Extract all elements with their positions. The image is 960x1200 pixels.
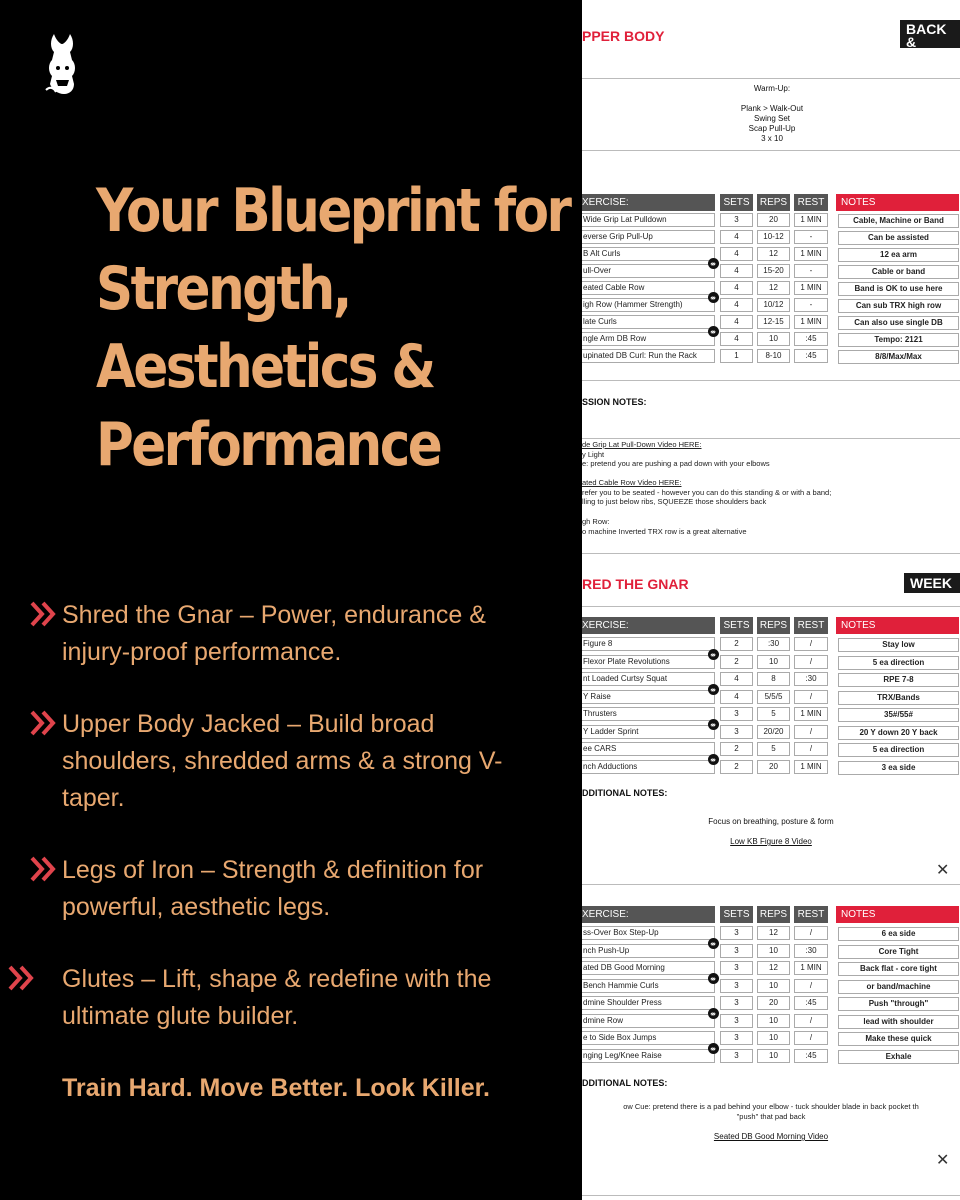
reps-value: :30 [757,637,790,651]
rest-value: :30 [794,944,828,958]
col-header-rest: REST [794,194,828,211]
rest-value: / [794,742,828,756]
reps-value: 10 [757,979,790,993]
headline-line: Aesthetics & [96,332,434,402]
note-value: Core Tight [838,945,959,959]
exercise-name: late Curls [582,315,715,329]
sets-value: 4 [720,672,753,686]
col-header-reps: REPS [757,617,790,634]
col-header-sets: SETS [720,194,753,211]
rest-value: / [794,1031,828,1045]
video-link[interactable]: Seated DB Good Morning Video [713,1132,829,1141]
warmup-item: Scap Pull-Up [748,124,796,133]
tagline: Train Hard. Move Better. Look Killer. [62,1074,490,1102]
rest-value: 1 MIN [794,961,828,975]
sets-value: 1 [720,349,753,363]
reps-value: 12 [757,281,790,295]
bullet-text: Legs of Iron – Strength & definition for powerful, aesthetic legs. [62,856,484,921]
sets-value: 3 [720,725,753,739]
sets-value: 4 [720,315,753,329]
session-note-2 [582,478,952,507]
exercise-name: Figure 8 [582,637,715,651]
col-header-exercise: XERCISE: [582,194,715,211]
reps-value: 10 [757,332,790,346]
reps-value: 10-12 [757,230,790,244]
note-value: Stay low [838,638,959,652]
bullet-text: Glutes – Lift, shape & redefine with the ultimate glute builder. [62,965,492,1030]
sets-value: 3 [720,979,753,993]
exercise-name: Wide Grip Lat Pulldown [582,213,715,227]
note-value: 35#/55# [838,708,959,722]
brand-logo [40,30,86,100]
superset-link-icon [708,326,719,337]
reps-value: 12 [757,247,790,261]
additional-line: "push" that pad back [736,1111,806,1121]
exercise-name: e to Side Box Jumps [582,1031,715,1045]
rest-value: :45 [794,349,828,363]
superset-link-icon [708,1008,719,1019]
divider [582,1195,960,1196]
sets-value: 4 [720,230,753,244]
note-value: 6 ea side [838,927,959,941]
note-value: TRX/Bands [838,691,959,705]
sets-value: 3 [720,707,753,721]
reps-value: 12 [757,926,790,940]
rest-value: 1 MIN [794,247,828,261]
bullet-text: Upper Body Jacked – Build broad shoulders, shredded arms & a strong V-taper. [62,710,503,812]
sets-value: 4 [720,247,753,261]
sets-value: 4 [720,690,753,704]
warmup-item: 3 x 10 [761,134,783,143]
section-title-shred-the-gnar: RED THE GNAR [582,576,689,592]
rest-value: 1 MIN [794,760,828,774]
workout-sheet-preview [582,0,960,1200]
reps-value: 8-10 [757,349,790,363]
rest-value: - [794,264,828,278]
rest-value: - [794,230,828,244]
reps-value: 5 [757,742,790,756]
note-value: Back flat - core tight [838,962,959,976]
sets-value: 3 [720,944,753,958]
additional-line: ow Cue: pretend there is a pad behind your elbow - tuck shoulder blade in back pocket th [623,1102,919,1111]
exercise-name: eated Cable Row [582,281,715,295]
note-value: Cable, Machine or Band [838,214,959,228]
session-note-link[interactable]: ated Cable Row Video HERE: [582,478,682,487]
chevron-double-icon [30,856,58,882]
col-header-notes: NOTES [836,906,959,923]
rest-value: / [794,637,828,651]
divider [582,380,960,381]
tag-line: BI'S [906,47,933,63]
rest-value: 1 MIN [794,707,828,721]
bullet-text: Shred the Gnar – Power, endurance & injury-proof performance. [62,601,486,666]
sets-value: 3 [720,926,753,940]
headline-line: Your Blueprint for [96,176,570,246]
rest-value: / [794,690,828,704]
headline [96,172,570,484]
col-header-exercise: XERCISE: [582,617,715,634]
col-header-rest: REST [794,617,828,634]
reps-value: 5/5/5 [757,690,790,704]
note-value: 8/8/Max/Max [838,350,959,364]
additional-notes-label: DDITIONAL NOTES: [582,788,668,798]
exercise-name: ss-Over Box Step-Up [582,926,715,940]
col-header-notes: NOTES [836,194,959,211]
superset-link-icon [708,684,719,695]
note-value: RPE 7-8 [838,673,959,687]
divider [582,553,960,554]
superset-link-icon [708,649,719,660]
exercise-name: nging Leg/Knee Raise [582,1049,715,1063]
reps-value: 10 [757,1049,790,1063]
exercise-name: igh Row (Hammer Strength) [582,298,715,312]
sets-value: 3 [720,1049,753,1063]
rest-value: / [794,655,828,669]
reps-value: 15-20 [757,264,790,278]
reps-value: 10/12 [757,298,790,312]
exercise-name: Thrusters [582,707,715,721]
sets-value: 4 [720,332,753,346]
exercise-name: ull-Over [582,264,715,278]
exercise-name: dmine Shoulder Press [582,996,715,1010]
col-header-sets: SETS [720,906,753,923]
col-header-reps: REPS [757,194,790,211]
exercise-name: nt Loaded Curtsy Squat [582,672,715,686]
divider [582,438,960,439]
tag-back-bis [900,20,960,63]
reps-value: 10 [757,944,790,958]
reps-value: 5 [757,707,790,721]
superset-link-icon [708,719,719,730]
close-icon[interactable]: ✕ [936,862,950,879]
headline-line: Strength, [96,254,350,324]
exercise-name: Flexor Plate Revolutions [582,655,715,669]
note-value: 5 ea direction [838,743,959,757]
additional-notes-label: DDITIONAL NOTES: [582,1078,668,1088]
warmup-item: Swing Set [753,114,791,123]
sets-value: 2 [720,637,753,651]
superset-link-icon [708,258,719,269]
reps-value: 20 [757,996,790,1010]
sets-value: 3 [720,213,753,227]
note-value: 3 ea side [838,761,959,775]
note-value: 20 Y down 20 Y back [838,726,959,740]
sets-value: 2 [720,760,753,774]
rest-value: 1 MIN [794,281,828,295]
video-link[interactable]: Low KB Figure 8 Video [730,837,812,846]
exercise-name: everse Grip Pull-Up [582,230,715,244]
session-note-line: lling to just below ribs, SQUEEZE those shoulders back [582,497,767,506]
note-value: Can sub TRX high row [838,299,959,313]
warmup-block [672,84,872,144]
rest-value: 1 MIN [794,315,828,329]
superset-link-icon [708,292,719,303]
session-note-3 [582,517,952,536]
rest-value: :45 [794,996,828,1010]
note-value: Can also use single DB [838,316,959,330]
rest-value: / [794,979,828,993]
exercise-name: ngle Arm DB Row [582,332,715,346]
reps-value: 10 [757,655,790,669]
session-notes-label: SSION NOTES: [582,397,647,407]
col-header-reps: REPS [757,906,790,923]
col-header-notes: NOTES [836,617,959,634]
exercise-name: upinated DB Curl: Run the Rack [582,349,715,363]
exercise-name: Y Raise [582,690,715,704]
note-value: lead with shoulder [838,1015,959,1029]
reps-value: 12 [757,961,790,975]
superset-link-icon [708,754,719,765]
exercise-name: ee CARS [582,742,715,756]
exercise-name: dmine Row [582,1014,715,1028]
reps-value: 20 [757,213,790,227]
superset-link-icon [708,973,719,984]
exercise-name: nch Adductions [582,760,715,774]
sets-value: 2 [720,655,753,669]
sets-value: 4 [720,264,753,278]
superset-link-icon [708,938,719,949]
chevron-double-icon [8,965,36,991]
exercise-name: Bench Hammie Curls [582,979,715,993]
note-value: Band is OK to use here [838,282,959,296]
note-value: Make these quick [838,1032,959,1046]
note-value: 5 ea direction [838,656,959,670]
reps-value: 10 [757,1014,790,1028]
sets-value: 4 [720,281,753,295]
reps-value: 20 [757,760,790,774]
rest-value: :30 [794,672,828,686]
note-value: Push "through" [838,997,959,1011]
chevron-double-icon [30,710,58,736]
superset-link-icon [708,1043,719,1054]
note-value: 12 ea arm [838,248,959,262]
col-header-rest: REST [794,906,828,923]
reps-value: 10 [757,1031,790,1045]
note-value: Tempo: 2121 [838,333,959,347]
sets-value: 3 [720,1014,753,1028]
divider [582,884,960,885]
divider [582,78,960,79]
note-value: Exhale [838,1050,959,1064]
rest-value: / [794,725,828,739]
warmup-item: Plank > Walk-Out [740,104,804,113]
note-value: Cable or band [838,265,959,279]
sets-value: 4 [720,298,753,312]
reps-value: 8 [757,672,790,686]
exercise-name: Y Ladder Sprint [582,725,715,739]
session-note-line: y Light [582,449,605,459]
session-note-1 [582,440,952,469]
rest-value: / [794,1014,828,1028]
rest-value: :45 [794,1049,828,1063]
session-note-line: o machine Inverted TRX row is a great alternative [582,526,747,536]
note-value: or band/machine [838,980,959,994]
rest-value: 1 MIN [794,213,828,227]
rest-value: - [794,298,828,312]
reps-value: 20/20 [757,725,790,739]
sets-value: 3 [720,1031,753,1045]
session-note-line: refer you to be seated - however you can do this standing & or with a band; [582,487,832,497]
exercise-name: B Alt Curls [582,247,715,261]
tag-week: WEEK [904,573,960,593]
session-note-line: e: pretend you are pushing a pad down with your elbows [582,459,770,468]
reps-value: 12-15 [757,315,790,329]
warmup-label: Warm-Up: [753,84,791,93]
exercise-name: nch Push-Up [582,944,715,958]
tag-line: BACK & [906,21,947,50]
additional-notes-text: Focus on breathing, posture & form [708,817,834,826]
note-value: Can be assisted [838,231,959,245]
chevron-double-icon [30,601,58,627]
additional-notes-text [582,1102,960,1121]
exercise-name: ated DB Good Morning [582,961,715,975]
sets-value: 2 [720,742,753,756]
close-icon[interactable]: ✕ [936,1152,950,1169]
section-title-upper-body: PPER BODY [582,28,665,44]
rest-value: / [794,926,828,940]
divider [582,606,960,607]
sets-value: 3 [720,996,753,1010]
session-note-link[interactable]: de Grip Lat Pull-Down Video HERE: [582,440,702,449]
rest-value: :45 [794,332,828,346]
col-header-sets: SETS [720,617,753,634]
sets-value: 3 [720,961,753,975]
divider [582,150,960,151]
headline-line: Performance [96,410,441,480]
session-note-head: gh Row: [582,517,610,526]
col-header-exercise: XERCISE: [582,906,715,923]
